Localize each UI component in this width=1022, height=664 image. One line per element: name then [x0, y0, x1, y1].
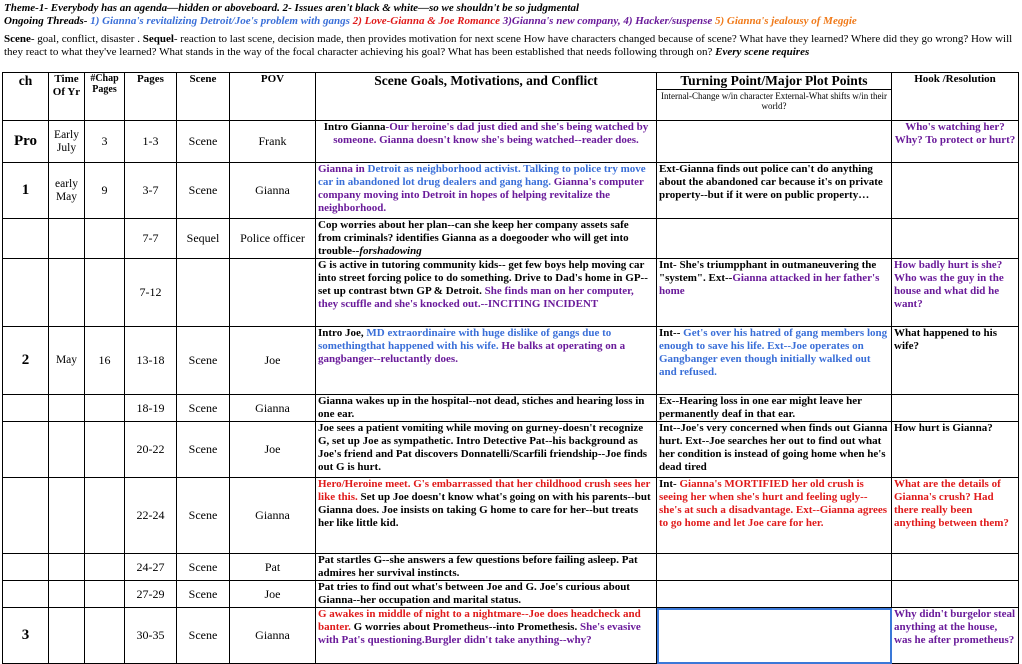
text-segment: Hero/Heroine meet. G's embarrassed that her childhood crush sees her like this.: [318, 478, 651, 503]
table-row: [3, 121, 1019, 163]
text-segment: How hurt is Gianna?: [894, 422, 993, 434]
text-segment: Gianna's MORTIFIED her old crush is seeing her when she's hurt and feeling ugly--she's at such a disadvantage. Ext--Gianna agrees to go home and let Joe care for her.: [659, 478, 888, 529]
thread-item: , 4) Hacker/suspense: [617, 15, 713, 27]
col-turning-title: Turning Point/Major Plot Points: [680, 73, 868, 88]
cell-scene[interactable]: Scene: [177, 422, 230, 478]
cell-pov[interactable]: Joe: [230, 422, 316, 478]
cell-goals[interactable]: [316, 554, 657, 581]
cell-chapter[interactable]: [3, 219, 49, 259]
text-segment: What happened to his wife?: [894, 327, 998, 352]
text-segment: Gianna attacked in her father's home: [659, 272, 880, 297]
text-segment: Ext-Gianna finds out police can't do anything about the abandoned car because it's on private property--but if it were on public property…: [659, 163, 883, 201]
cell-scene[interactable]: Scene: [177, 478, 230, 554]
table-row: [3, 581, 1019, 608]
cell-chap-pages[interactable]: 3: [85, 121, 125, 163]
cell-time[interactable]: [49, 422, 85, 478]
text-segment: Pat tries to find out what's between Joe and G. Joe's curious about Gianna--her occupation and marital status.: [318, 581, 630, 606]
cell-chapter[interactable]: [3, 422, 49, 478]
thread-item: 1) Gianna's revitalizing Detroit/Joe's problem with gangs: [87, 15, 350, 27]
cell-chap-pages[interactable]: 16: [85, 327, 125, 395]
cell-time[interactable]: [49, 608, 85, 664]
cell-pov[interactable]: Gianna: [230, 608, 316, 664]
cell-pages[interactable]: 13-18: [125, 327, 177, 395]
col-ch: ch: [3, 73, 49, 121]
cell-goals[interactable]: [316, 608, 657, 664]
table-row: [3, 395, 1019, 422]
text-segment: Int- She's triumpphant in outmaneuvering the "system". Ext--: [659, 259, 877, 284]
text-segment: How badly hurt is she? Who was the guy in the house and what did he want?: [894, 259, 1004, 310]
cell-chapter[interactable]: 2: [3, 327, 49, 395]
col-pov: POV: [230, 73, 316, 121]
cell-chapter[interactable]: [3, 395, 49, 422]
cell-hook[interactable]: [892, 327, 1019, 395]
cell-pov[interactable]: Gianna: [230, 163, 316, 219]
cell-turning-point[interactable]: [657, 395, 892, 422]
text-segment: G awakes in middle of night to a nightmare--Joe does headcheck and banter.: [318, 608, 641, 633]
cell-pages[interactable]: 24-27: [125, 554, 177, 581]
cell-chapter[interactable]: 1: [3, 163, 49, 219]
text-segment: Set up Joe doesn't know what's going on with his parents--but Gianna does. Joe insists on taking G home to care for her--but treats her like little kid.: [318, 491, 651, 529]
cell-scene[interactable]: Sequel: [177, 219, 230, 259]
cell-chapter[interactable]: [3, 554, 49, 581]
cell-pov[interactable]: Gianna: [230, 395, 316, 422]
text-segment: Gianna in: [318, 163, 368, 175]
cell-hook[interactable]: [892, 608, 1019, 664]
text-segment: Gianna wakes up in the hospital--not dead, stiches and hearing loss in one ear.: [318, 395, 645, 420]
threads-label: Ongoing Threads-: [4, 15, 88, 27]
text-segment: MD extraordinaire with huge dislike of gangs due to somethingthat happened with his wife.: [318, 327, 612, 352]
cell-hook[interactable]: [892, 422, 1019, 478]
cell-chap-pages[interactable]: [85, 478, 125, 554]
cell-pages[interactable]: 30-35: [125, 608, 177, 664]
text-segment: Joe sees a patient vomiting while moving on gurney-doesn't recognize G, set up Joe as sympathetic. Intro Detective Pat--his background as Joe's friend and Pat discovers Donnatelli/Scarfili friendship--Joe finds out G is hurt.: [318, 422, 648, 473]
scene-table: [2, 72, 1019, 664]
text-segment: Int--Joe's very concerned when finds out Gianna hurt. Ext--Joe searches her out to find out what her condition is instead of going home when he's dead tired: [659, 422, 888, 473]
cell-turning-point[interactable]: [657, 121, 892, 163]
cell-turning-point[interactable]: [657, 327, 892, 395]
cell-chapter[interactable]: [3, 478, 49, 554]
cell-goals[interactable]: [316, 395, 657, 422]
text-segment: forshadowing: [359, 245, 422, 257]
text-segment: Intro Joe,: [318, 327, 367, 339]
scene-sequel-definition: [4, 33, 1018, 58]
cell-goals[interactable]: [316, 219, 657, 259]
cell-hook[interactable]: [892, 219, 1019, 259]
table-body: [3, 121, 1019, 664]
cell-goals[interactable]: [316, 422, 657, 478]
cell-pov[interactable]: Frank: [230, 121, 316, 163]
cell-pov[interactable]: Gianna: [230, 478, 316, 554]
thread-item: 2) Love-Gianna & Joe Romance: [349, 15, 500, 27]
cell-time[interactable]: [49, 478, 85, 554]
text-segment: He balks at operating on a gangbanger--reluctantly does.: [318, 340, 626, 365]
cell-hook[interactable]: [892, 259, 1019, 327]
cell-pages[interactable]: 3-7: [125, 163, 177, 219]
cell-goals[interactable]: [316, 581, 657, 608]
text-segment: Detroit as neighborhood activist. Talking to police try move car in abandoned lot drug dealers and gang hang.: [318, 163, 646, 188]
table-row: [3, 608, 1019, 664]
table-row: [3, 478, 1019, 554]
cell-pages[interactable]: 18-19: [125, 395, 177, 422]
trailing-note: Every scene requires: [712, 45, 810, 58]
thread-item: 5) Gianna's jealousy of Meggie: [712, 15, 857, 27]
scene-definition: - goal, conflict, disaster .: [30, 33, 140, 45]
cell-scene[interactable]: Scene: [177, 581, 230, 608]
cell-scene[interactable]: Scene: [177, 327, 230, 395]
cell-goals[interactable]: [316, 163, 657, 219]
cell-pages[interactable]: 20-22: [125, 422, 177, 478]
header: [0, 0, 1022, 72]
col-turning-sub: Internal-Change w/in character External-What shifts w/in their world?: [657, 89, 891, 112]
cell-pages[interactable]: 27-29: [125, 581, 177, 608]
text-segment: Pat startles G--she answers a few questions before failing asleep. Pat admires her survival instincts.: [318, 554, 638, 579]
cell-pov[interactable]: Joe: [230, 581, 316, 608]
cell-time[interactable]: Early July: [49, 121, 85, 163]
cell-hook[interactable]: [892, 581, 1019, 608]
table-row: [3, 219, 1019, 259]
cell-goals[interactable]: [316, 327, 657, 395]
cell-chap-pages[interactable]: [85, 554, 125, 581]
text-segment: G worries about Prometheus--into Promethesis.: [350, 621, 578, 633]
cell-pages[interactable]: 22-24: [125, 478, 177, 554]
cell-turning-point[interactable]: [657, 608, 892, 664]
text-segment: Intro Gianna: [323, 121, 386, 133]
cell-turning-point[interactable]: [657, 163, 892, 219]
cell-hook[interactable]: [892, 478, 1019, 554]
threads-list: [87, 15, 856, 27]
cell-scene[interactable]: Scene: [177, 121, 230, 163]
text-segment: Ex--Hearing loss in one ear might leave her permanently deaf in that ear.: [659, 395, 862, 420]
cell-scene[interactable]: [177, 259, 230, 327]
cell-scene[interactable]: Scene: [177, 395, 230, 422]
cell-chap-pages[interactable]: [85, 608, 125, 664]
cell-chap-pages[interactable]: [85, 259, 125, 327]
cell-chapter[interactable]: Pro: [3, 121, 49, 163]
cell-scene[interactable]: Scene: [177, 608, 230, 664]
cell-chap-pages[interactable]: [85, 395, 125, 422]
cell-hook[interactable]: [892, 121, 1019, 163]
thread-item: 3)Gianna's new company: [499, 15, 618, 27]
cell-turning-point[interactable]: [657, 259, 892, 327]
table-row: [3, 554, 1019, 581]
cell-turning-point[interactable]: [657, 554, 892, 581]
cell-goals[interactable]: [316, 478, 657, 554]
cell-time[interactable]: [49, 219, 85, 259]
cell-chap-pages[interactable]: [85, 219, 125, 259]
cell-chap-pages[interactable]: 9: [85, 163, 125, 219]
text-segment: Get's over his hatred of gang members long enough to save his life. Ext--Joe operates on Gangbanger even though initially walked out and refused.: [659, 327, 888, 378]
cell-pages[interactable]: 1-3: [125, 121, 177, 163]
threads-line: [4, 15, 1018, 28]
cell-chap-pages[interactable]: [85, 422, 125, 478]
cell-scene[interactable]: Scene: [177, 554, 230, 581]
text-segment: Gianna's computer company moving into Detroit in hopes of helping revitalize the neighborhood.: [318, 176, 644, 214]
col-goals: Scene Goals, Motivations, and Conflict: [316, 73, 657, 121]
cell-pov[interactable]: [230, 259, 316, 327]
col-turning: [657, 73, 892, 121]
sequel-label: Sequel: [142, 33, 174, 45]
cell-goals[interactable]: [316, 259, 657, 327]
text-segment: She finds man on her computer, they scuffle and she's knocked out.--INCITING INCIDENT: [318, 285, 634, 310]
cell-pov[interactable]: Pat: [230, 554, 316, 581]
cell-hook[interactable]: [892, 163, 1019, 219]
scene-label: Scene: [4, 33, 31, 45]
cell-hook[interactable]: [892, 395, 1019, 422]
table-row: [3, 327, 1019, 395]
cell-turning-point[interactable]: [657, 219, 892, 259]
text-segment: Cop worries about her plan--can she keep her company assets safe from criminals? identifies Gianna as a doegooder who will get into trouble--: [318, 219, 629, 257]
text-segment: Why didn't burgelor steal anything at the house, was he after prometheus?: [894, 608, 1016, 646]
cell-chap-pages[interactable]: [85, 581, 125, 608]
table-row: [3, 163, 1019, 219]
text-segment: G is active in tutoring community kids-- get few boys help moving car into street forcing police to do something. Drive to Dad's home in GP--set up contrast btwn GP & Detroit.: [318, 259, 648, 297]
cell-time[interactable]: May: [49, 327, 85, 395]
cell-turning-point[interactable]: [657, 478, 892, 554]
cell-scene[interactable]: Scene: [177, 163, 230, 219]
col-chap-pages: #Chap Pages: [85, 73, 125, 121]
cell-time[interactable]: early May: [49, 163, 85, 219]
col-pages: Pages: [125, 73, 177, 121]
table-row: [3, 259, 1019, 327]
cell-time[interactable]: [49, 259, 85, 327]
col-time: Time Of Yr: [49, 73, 85, 121]
cell-turning-point[interactable]: [657, 422, 892, 478]
cell-chapter[interactable]: [3, 259, 49, 327]
col-scene: Scene: [177, 73, 230, 121]
cell-chapter[interactable]: 3: [3, 608, 49, 664]
cell-hook[interactable]: [892, 554, 1019, 581]
table-row: [3, 422, 1019, 478]
cell-time[interactable]: [49, 395, 85, 422]
text-segment: Who's watching her? Why? To protect or hurt?: [894, 121, 1016, 146]
cell-pov[interactable]: Joe: [230, 327, 316, 395]
cell-pov[interactable]: Police officer: [230, 219, 316, 259]
text-segment: Int-: [659, 478, 680, 490]
cell-chapter[interactable]: [3, 581, 49, 608]
text-segment: What are the details of Gianna's crush? Had there really been anything between them?: [894, 478, 1009, 529]
text-segment: Int--: [659, 327, 684, 339]
cell-pages[interactable]: 7-7: [125, 219, 177, 259]
col-hook: Hook /Resolution: [892, 73, 1019, 121]
cell-pages[interactable]: 7-12: [125, 259, 177, 327]
cell-turning-point[interactable]: [657, 581, 892, 608]
cell-time[interactable]: [49, 581, 85, 608]
sequel-definition: - reaction to last scene, decision made, then provides motivation for next scene How have characters changed because of scene? What have they learned? Where did they go wrong? How will they react to what they've learned? What stands in the way of the focal character achieving his goal? What has been established that needs following through on?: [4, 33, 1013, 58]
theme-line: Theme-1- Everybody has an agenda—hidden or aboveboard. 2- Issues aren't black & white—so we shouldn't be so judgmental: [4, 2, 580, 14]
cell-time[interactable]: [49, 554, 85, 581]
text-segment: -Our heroine's dad just died and she's being watched by someone. Gianna doesn't know she's being watched--reader does.: [333, 121, 649, 146]
header-row: [3, 73, 1019, 121]
text-segment: She's evasive with Pat's questioning.Burgler didn't take anything--why?: [318, 621, 641, 646]
cell-goals[interactable]: [316, 121, 657, 163]
